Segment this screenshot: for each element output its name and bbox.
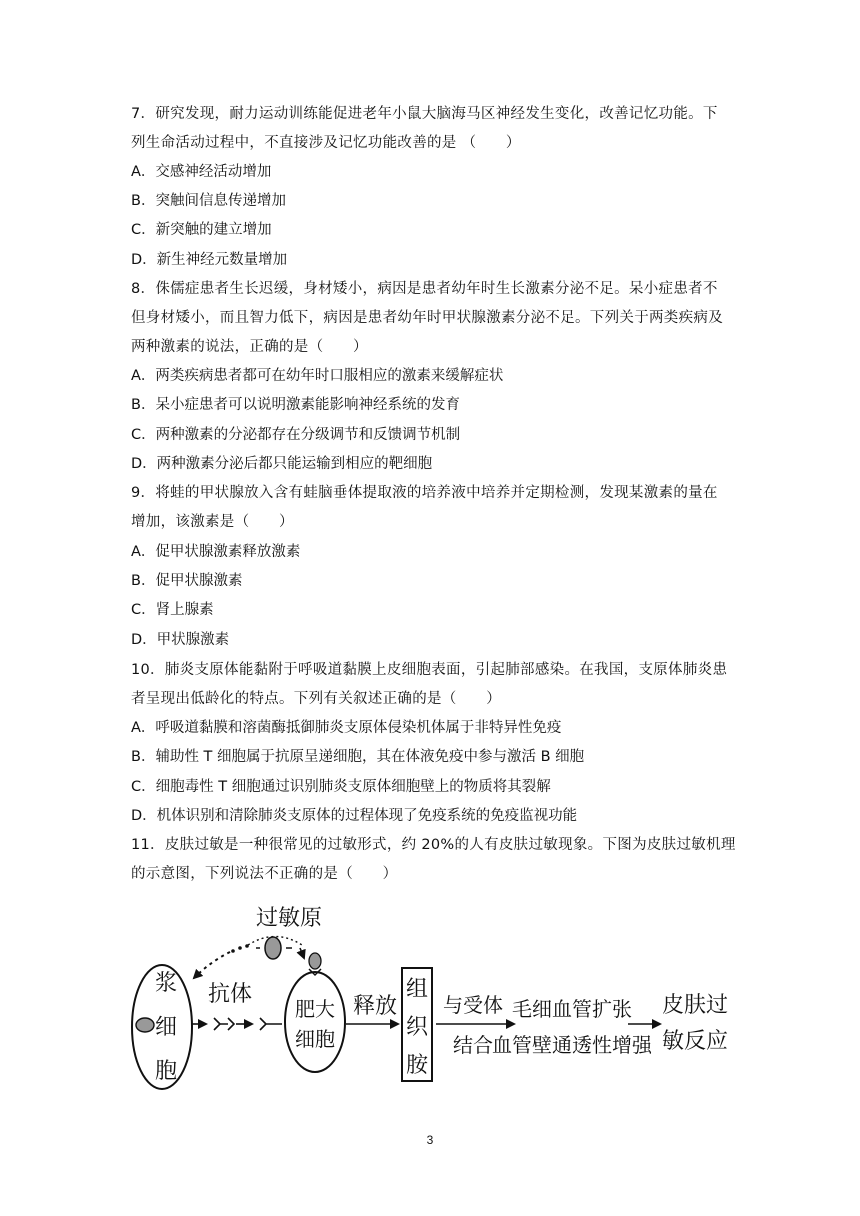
mast-cell-label-1: 肥大	[295, 997, 335, 1021]
q9-option-d: D．甲状腺激素	[131, 632, 230, 648]
result-label-2: 敏反应	[661, 1029, 729, 1054]
release-label: 释放	[352, 994, 398, 1019]
q9-option-a: A．促甲状腺激素释放激素	[131, 544, 301, 560]
q8-option-b: B．呆小症患者可以说明激素能影响神经系统的发育	[131, 397, 460, 413]
q8-option-d: D．两种激素分泌后都只能运输到相应的靶细胞	[131, 456, 433, 472]
q8-stem-line-3: 两种激素的说法，正确的是（ ）	[131, 339, 368, 355]
q8-stem-line-2: 但身材矮小，而且智力低下，病因是患者幼年时甲状腺激素分泌不足。下列关于两类疾病及	[131, 310, 723, 326]
q7-stem-line-2: 列生命活动过程中，不直接涉及记忆功能改善的是 （ ）	[131, 135, 521, 151]
histamine-label-1: 组	[405, 977, 429, 1002]
q9-option-c: C．肾上腺素	[131, 602, 214, 618]
q8-option-a: A．两类疾病患者都可在幼年时口服相应的激素来缓解症状	[131, 368, 504, 384]
effect-label-2: 血管壁通透性增强	[492, 1033, 652, 1057]
histamine-label-2: 织	[405, 1015, 429, 1040]
q10-stem-line-1: 10．肺炎支原体能黏附于呼吸道黏膜上皮细胞表面，引起肺部感染。在我国，支原体肺炎患	[131, 662, 728, 678]
receptor-binding-label-2: 结合	[453, 1033, 493, 1057]
antibody-icon	[192, 1018, 282, 1030]
result-label-1: 皮肤过	[661, 993, 729, 1018]
receptor-binding-label-1: 与受体	[443, 993, 503, 1017]
q10-stem-line-2: 者呈现出低龄化的特点。下列有关叙述正确的是（ ）	[131, 691, 501, 707]
q7-option-c: C．新突触的建立增加	[131, 222, 272, 238]
q11-stem-line-2: 的示意图，下列说法不正确的是（ ）	[131, 866, 398, 882]
plasma-cell-label-2: 细	[154, 1015, 178, 1040]
q7-option-b: B．突触间信息传递增加	[131, 193, 286, 209]
q10-option-d: D．机体识别和清除肺炎支原体的过程体现了免疫系统的免疫监视功能	[131, 808, 578, 824]
plasma-cell-label-1: 浆	[154, 971, 178, 996]
q7-option-d: D．新生神经元数量增加	[131, 252, 288, 268]
q7-stem-line-1: 7．研究发现，耐力运动训练能促进老年小鼠大脑海马区神经发生变化，改善记忆功能。下	[131, 106, 718, 122]
q9-option-b: B．促甲状腺激素	[131, 573, 243, 589]
page-number: 3	[426, 1133, 434, 1147]
q7-option-a: A．交感神经活动增加	[131, 164, 272, 180]
antibody-label: 抗体	[207, 982, 253, 1007]
q10-option-c: C．细胞毒性 T 细胞通过识别肺炎支原体细胞壁上的物质将其裂解	[131, 779, 551, 795]
plasma-cell-label-3: 胞	[154, 1059, 178, 1084]
q9-stem-line-2: 增加，该激素是（ ）	[131, 514, 294, 530]
q8-stem-line-1: 8．侏儒症患者生长迟缓，身材矮小，病因是患者幼年时生长激素分泌不足。呆小症患者不	[131, 281, 718, 297]
q8-option-c: C．两种激素的分泌都存在分级调节和反馈调节机制	[131, 427, 461, 443]
q9-stem-line-1: 9．将蛙的甲状腺放入含有蛙脑垂体提取液的培养液中培养并定期检测，发现某激素的量在	[131, 485, 718, 501]
mast-cell-label-2: 细胞	[295, 1027, 335, 1051]
plasma-cell-nucleus-icon	[136, 1018, 154, 1032]
allergen-particle-icon	[231, 937, 304, 960]
allergen-label: 过敏原	[255, 906, 323, 931]
effect-label-1: 毛细血管扩张	[512, 997, 632, 1021]
q10-option-b: B．辅助性 T 细胞属于抗原呈递细胞，其在体液免疫中参与激活 B 细胞	[131, 749, 585, 765]
histamine-label-3: 胺	[405, 1053, 429, 1078]
q10-option-a: A．呼吸道黏膜和溶菌酶抵御肺炎支原体侵染机体属于非特异性免疫	[131, 720, 562, 736]
mast-cell	[285, 972, 345, 1072]
feedback-dotted-arrow	[194, 952, 230, 978]
q11-stem-line-1: 11．皮肤过敏是一种很常见的过敏形式，约 20%的人有皮肤过敏现象。下图为皮肤过敏机理	[131, 837, 736, 853]
